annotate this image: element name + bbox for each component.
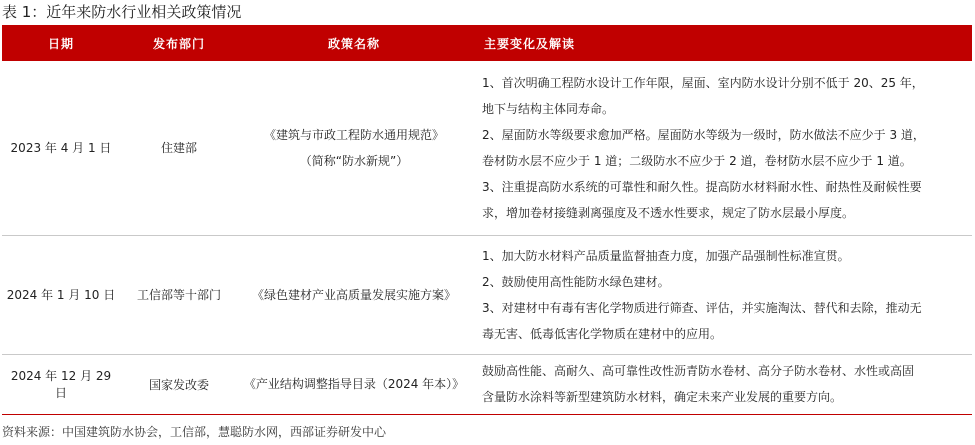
cell-department: 住建部 xyxy=(120,61,238,235)
cell-department: 工信部等十部门 xyxy=(120,235,238,354)
table-row xyxy=(2,354,972,414)
change-line: 卷材防水层不应少于 1 道；二级防水不应少于 2 道，卷材防水层不应少于 1 道。 xyxy=(482,153,912,168)
cell-policy-name xyxy=(238,235,470,354)
cell-date: 2024 年 12 月 29 日 xyxy=(2,354,120,414)
policy-name-line: 《建筑与市政工程防水通用规范》 xyxy=(263,127,444,142)
header-department: 发布部门 xyxy=(120,25,238,61)
cell-policy-name xyxy=(238,354,470,414)
source-note: 资料来源：中国建筑防水协会，工信部，慧聪防水网，西部证券研发中心 xyxy=(2,425,387,439)
change-line: 求，增加卷材接缝剥离强度及不透水性要求，规定了防水层最小厚度。 xyxy=(482,205,855,220)
cell-policy-name xyxy=(238,61,470,235)
policy-table xyxy=(2,25,972,415)
change-line: 1、加大防水材料产品质量监督抽查力度，加强产品强制性标准宣贯。 xyxy=(482,248,850,263)
cell-changes xyxy=(470,61,972,235)
policy-name-line: 《产业结构调整指导目录（2024 年本）》 xyxy=(243,377,465,391)
table-title: 表 1：近年来防水行业相关政策情况 xyxy=(2,3,242,21)
cell-department: 国家发改委 xyxy=(120,354,238,414)
change-line: 地下与结构主体同寿命。 xyxy=(482,101,615,116)
policy-name-line: 《绿色建材产业高质量发展实施方案》 xyxy=(251,287,456,302)
header-policy-name: 政策名称 xyxy=(238,25,470,61)
change-line: 2、鼓励使用高性能防水绿色建材。 xyxy=(482,274,670,289)
table-row xyxy=(2,235,972,354)
table-header-row xyxy=(2,25,972,61)
change-line: 2、屋面防水等级要求愈加严格。屋面防水等级为一级时，防水做法不应少于 3 道， xyxy=(482,127,925,142)
cell-date: 2024 年 1 月 10 日 xyxy=(2,235,120,354)
change-line: 含量防水涂料等新型建筑防水材料，确定未来产业发展的重要方向。 xyxy=(482,390,843,404)
change-line: 3、对建材中有毒有害化学物质进行筛查、评估，并实施淘汰、替代和去除，推动无 xyxy=(482,300,922,315)
change-line: 3、注重提高防水系统的可靠性和耐久性。提高防水材料耐水性、耐热性及耐候性要 xyxy=(482,179,922,194)
cell-changes xyxy=(470,235,972,354)
change-line: 1、首次明确工程防水设计工作年限，屋面、室内防水设计分别不低于 20、25 年， xyxy=(482,75,924,90)
header-date: 日期 xyxy=(2,25,120,61)
header-changes: 主要变化及解读 xyxy=(470,25,972,61)
change-line: 毒无害、低毒低害化学物质在建材中的应用。 xyxy=(482,326,723,341)
change-line: 鼓励高性能、高耐久、高可靠性改性沥青防水卷材、高分子防水卷材、水性或高固 xyxy=(482,364,915,378)
cell-date: 2023 年 4 月 1 日 xyxy=(2,61,120,235)
table-row xyxy=(2,61,972,235)
cell-changes xyxy=(470,354,972,414)
policy-name-line: （简称“防水新规”） xyxy=(299,153,409,168)
